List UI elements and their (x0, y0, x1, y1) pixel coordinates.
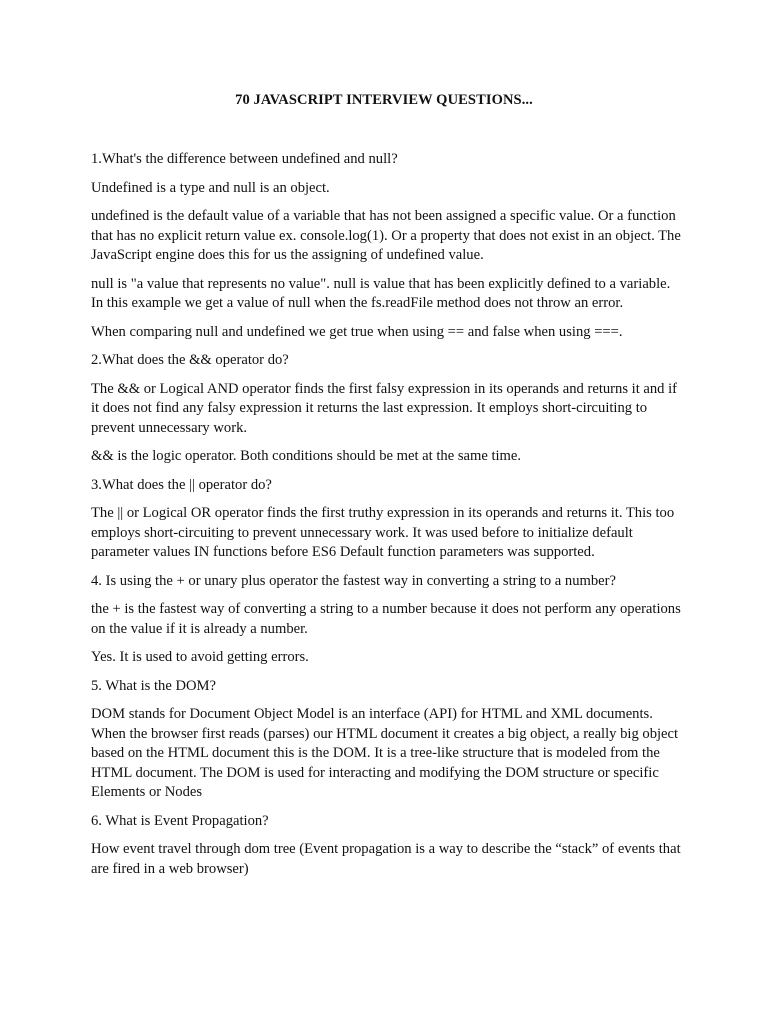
question-1: 1.What's the difference between undefined and null? (91, 151, 398, 167)
answer-paragraph: The && or Logical AND operator finds the first falsy expression in its operands and returns it and if it does not find any falsy expression it returns the last expression. It employs short-circuiting to prevent unnecessary work. (91, 380, 678, 436)
answer-paragraph: Yes. It is used to avoid getting errors. (91, 649, 309, 665)
document-body (91, 150, 681, 888)
answer-paragraph: the + is the fastest way of converting a string to a number because it does not perform any operations on the value if it is already a number. (91, 601, 681, 637)
answer-paragraph: DOM stands for Document Object Model is an interface (API) for HTML and XML documents. When the browser first reads (parses) our HTML document it creates a big object, a really big object based on the HTML document this is the DOM. It is a tree-like structure that is modeled from the HTML document. The DOM is used for interacting and modifying the DOM structure or specific Elements or Nodes (91, 706, 679, 800)
answer-paragraph: How event travel through dom tree (Event propagation is a way to describe the “stack” of events that are fired in a web browser) (91, 841, 681, 877)
question-6: 6. What is Event Propagation? (91, 812, 269, 829)
question-3: 3.What does the || operator do? (91, 476, 272, 493)
answer-paragraph: null is "a value that represents no value". null is value that has been explicitly defined to a variable. In this example we get a value of null when the fs.readFile method does not throw an error. (91, 275, 671, 311)
answer-paragraph: Undefined is a type and null is an object. (91, 179, 330, 196)
answer-paragraph: When comparing null and undefined we get true when using == and false when using ===. (91, 323, 623, 340)
answer-paragraph: undefined is the default value of a variable that has not been assigned a specific value. Or a function that has no explicit return value ex. console.log(1). Or a property that does not exist in an object. The JavaScript engine does this for us the assigning of undefined value. (91, 208, 681, 263)
question-5: 5. What is the DOM? (91, 677, 216, 694)
question-4: 4. Is using the + or unary plus operator the fastest way in converting a string to a number? (91, 572, 616, 589)
question-2: 2.What does the && operator do? (91, 352, 289, 368)
document-title: 70 JAVASCRIPT INTERVIEW QUESTIONS... (235, 92, 533, 108)
answer-paragraph: The || or Logical OR operator finds the first truthy expression in its operands and returns it. This too employs short-circuiting to prevent unnecessary work. It was used before to initialize default parameter values IN functions before ES6 Default function parameters was supported. (91, 505, 675, 560)
answer-paragraph: && is the logic operator. Both conditions should be met at the same time. (91, 448, 522, 464)
